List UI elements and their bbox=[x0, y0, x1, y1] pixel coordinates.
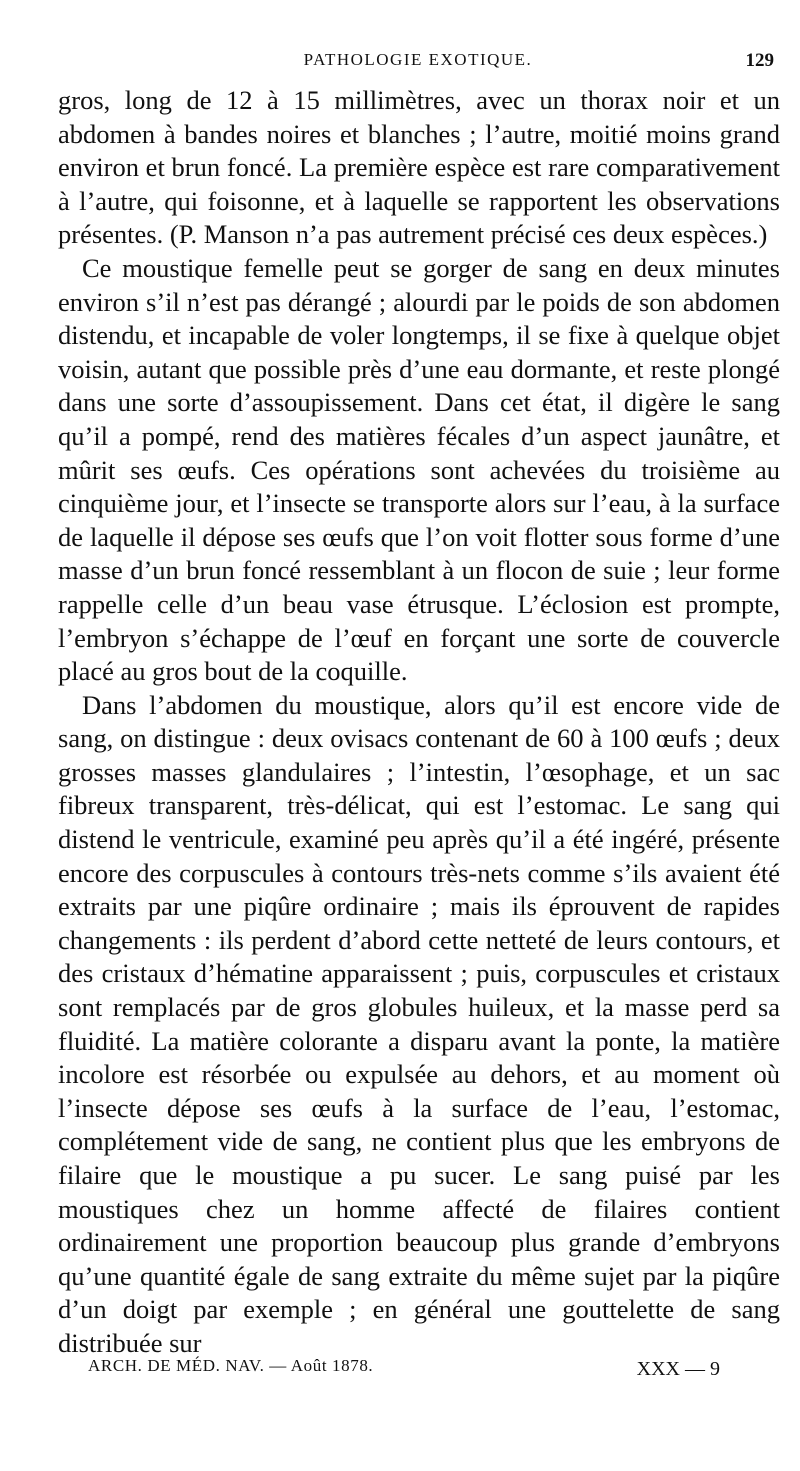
page-footer bbox=[88, 1352, 720, 1386]
signature-mark: XXX — 9 bbox=[636, 1358, 720, 1380]
journal-reference: ARCH. DE MÉD. NAV. — Août 1878. bbox=[88, 1356, 374, 1375]
page-body bbox=[58, 84, 780, 1361]
running-title: PATHOLOGIE EXOTIQUE. bbox=[303, 50, 533, 69]
paragraph: Ce moustique femelle peut se gorger de sang en deux minutes environ s’il n’est pas dérangé ; alourdi par le poids de son abdomen distendu, et incapable de voler longtemps, il se fixe à quelque objet voisin, autant que possible près d’une eau dormante, et reste plongé dans une sorte d’assoupissement. Dans cet état, il digère le sang qu’il a pompé, rend des matières fécales d’un aspect jaunâtre, et mûrit ses œufs. Ces opérations sont achevées du troisième au cinquième jour, et l’insecte se transporte alors sur l’eau, à la surface de laquelle il dépose ses œufs que l’on voit flotter sous forme d’une masse d’un brun foncé ressemblant à un flocon de suie ; leur forme rappelle celle d’un beau vase étrusque. L’éclosion est prompte, l’embryon s’échappe de l’œuf en forçant une sorte de couvercle placé au gros bout de la coquille. bbox=[58, 252, 780, 687]
paragraph: gros, long de 12 à 15 millimètres, avec un thorax noir et un abdomen à bandes noires et blanches ; l’autre, moitié moins grand environ et brun foncé. La première espèce est rare comparativement à l’autre, qui foisonne, et à laquelle se rapportent les observations présentes. (P. Manson n’a pas autrement précisé ces deux espèces.) bbox=[58, 85, 780, 250]
page-number: 129 bbox=[745, 50, 774, 71]
paragraph: Dans l’abdomen du moustique, alors qu’il est encore vide de sang, on distingue : deux ovisacs contenant de 60 à 100 œufs ; deux grosses masses glandulaires ; l’intestin, l’œsophage, et un sac fibreux transparent, très-délicat, qui est l’estomac. Le sang qui distend le ventricule, examiné peu après qu’il a été ingéré, présente encore des corpuscules à contours très-nets comme s’ils avaient été extraits par une piqûre ordinaire ; mais ils éprouvent de rapides changements : ils perdent d’abord cette netteté de leurs contours, et des cristaux d’hématine apparaissent ; puis, corpuscules et cristaux sont remplacés par de gros globules huileux, et la masse perd sa fluidité. La matière colorante a disparu avant la ponte, la matière incolore est résorbée ou expulsée au dehors, et au moment où l’insecte dépose ses œufs à la surface de l’eau, l’estomac, complétement vide de sang, ne contient plus que les embryons de filaire que le moustique a pu sucer. Le sang puisé par les moustiques chez un homme affecté de filaires contient ordinairement une proportion beaucoup plus grande d’embryons qu’une quantité égale de sang extraite du même sujet par la piqûre d’un doigt par exemple ; en général une gouttelette de sang distribuée sur bbox=[58, 689, 780, 1358]
page-header bbox=[56, 40, 780, 76]
